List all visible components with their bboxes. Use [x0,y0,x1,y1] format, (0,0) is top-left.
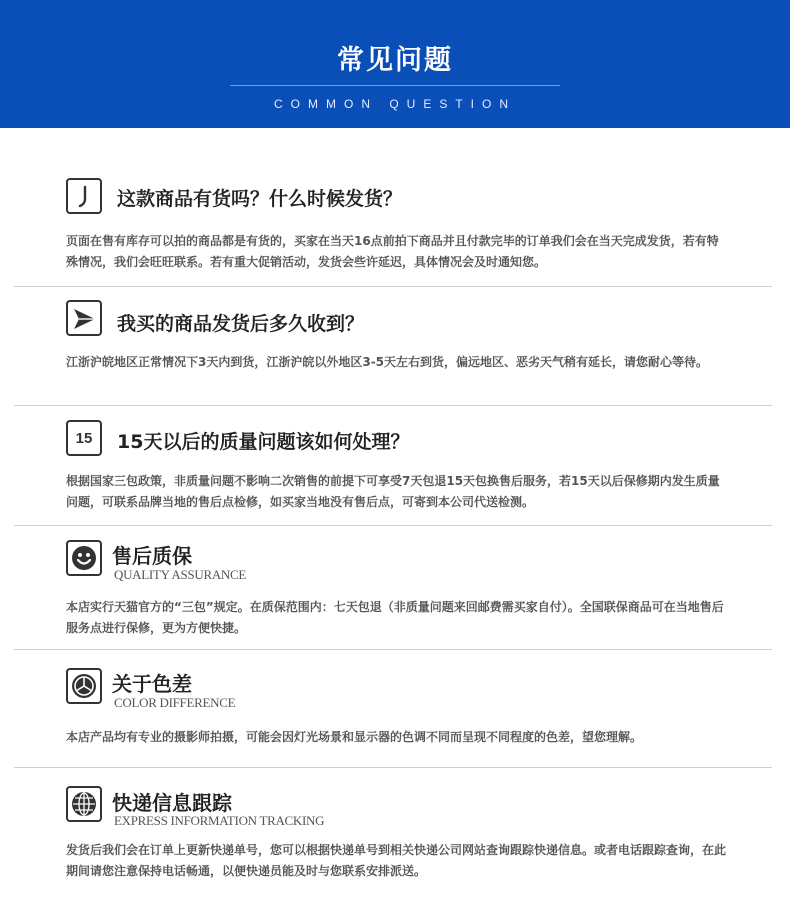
section-body: 发货后我们会在订单上更新快递单号，您可以根据快递单号到相关快递公司网站查询跟踪快递信息。或者电话跟踪查询，在此期间请您注意保持电话畅通，以便快递员能及时与您联系安排派送。 [66,843,727,878]
page-subtitle: COMMON QUESTION [274,97,516,111]
faq-question: 我买的商品发货后多久收到？ [117,313,365,335]
smiley-face-icon [66,540,102,576]
section-title: 关于色差 [112,672,192,696]
header-divider [230,85,560,86]
clock-hand-icon [66,178,102,214]
section-title: 快递信息跟踪 [112,791,232,815]
divider [14,649,772,650]
divider [14,405,772,406]
page-title: 常见问题 [337,45,453,76]
section-body: 本店产品均有专业的摄影师拍摄，可能会因灯光场景和显示器的色调不同而呈现不同程度的色差，望您理解。 [66,730,643,744]
divider [14,286,772,287]
divider [14,525,772,526]
color-wheel-icon [66,668,102,704]
section-subtitle: COLOR DIFFERENCE [114,695,236,710]
fifteen-days-icon: 15 [66,420,102,456]
faq-question: 这款商品有货吗？什么时候发货？ [117,188,403,210]
divider [14,767,772,768]
header-banner [0,0,790,128]
faq-answer: 页面在售有库存可以拍的商品都是有货的，买家在当天16点前拍下商品并且付款完毕的订单我们会在当天完成发货，若有特殊情况，我们会旺旺联系。若有重大促销活动，发货会些许延迟，具体情况会及时通知您。 [66,234,719,269]
section-subtitle: EXPRESS INFORMATION TRACKING [114,813,325,828]
globe-icon [66,786,102,822]
faq-question: 15天以后的质量问题该如何处理？ [117,431,410,453]
paper-plane-icon [66,300,102,336]
section-title: 售后质保 [112,544,192,568]
faq-answer: 根据国家三包政策，非质量问题不影响二次销售的前提下可享受7天包退15天包换售后服务，若15天以后保修期内发生质量问题，可联系品牌当地的售后点检修，如买家当地没有售后点，可寄到本公司代送检测。 [66,474,720,509]
faq-answer: 江浙沪皖地区正常情况下3天内到货，江浙沪皖以外地区3-5天左右到货，偏远地区、恶劣天气稍有延长，请您耐心等待。 [66,355,709,369]
section-body: 本店实行天猫官方的“三包”规定。在质保范围内：七天包退（非质量问题来回邮费需买家自付）。全国联保商品可在当地售后服务点进行保修，更为方便快捷。 [66,600,724,635]
section-subtitle: QUALITY ASSURANCE [114,567,247,582]
